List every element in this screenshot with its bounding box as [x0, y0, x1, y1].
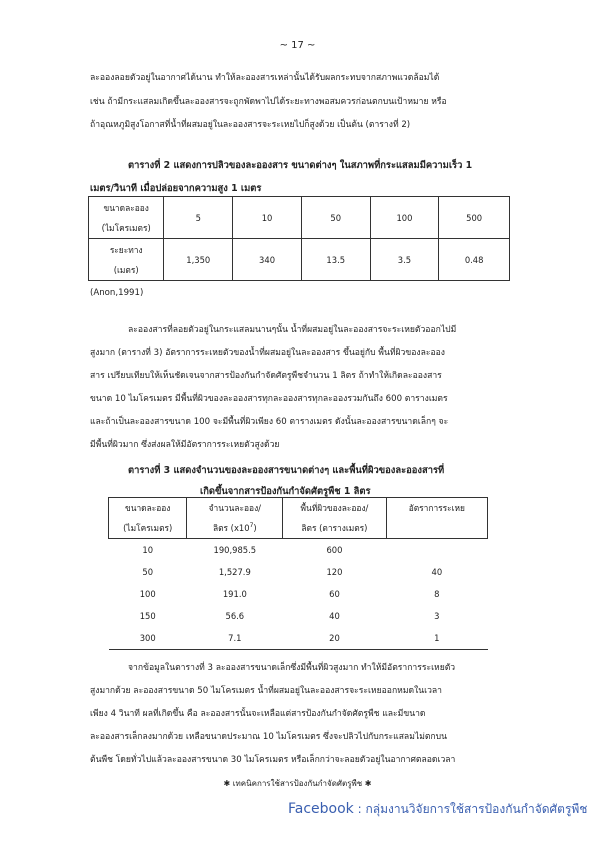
paragraph-line: สูงมาก (ตารางที่ 3) อัตราการระเหยตัวของน้ำที่ผสมอยู่ในละอองสาร ขึ้นอยู่กับ พื้นที่ผิวของละออง [90, 348, 445, 358]
table3-header: พื้นที่ผิวของละออง/ [283, 498, 386, 519]
table3-header: ขนาดละออง [109, 498, 187, 519]
table2-cell: 50 [301, 197, 370, 239]
table2-cell: 10 [233, 197, 302, 239]
table2-source: (Anon,1991) [90, 288, 144, 298]
table2-row-label: ระยะทาง (เมตร) [89, 239, 164, 281]
table3-cell: 3 [434, 611, 440, 621]
paragraph-line: เช่น ถ้ามีกระแสลมเกิดขึ้นละอองสารจะถูกพัดพาไปได้ระยะทางพอสมควรก่อนตกบนเป้าหมาย หรือ [90, 97, 447, 107]
table2-cell: 500 [439, 197, 510, 239]
table3-cell: 20 [283, 627, 386, 650]
table3-cell: 150 [139, 611, 156, 621]
paragraph-line: มีพื้นที่ผิวมาก ซึ่งส่งผลให้มีอัตราการระเหยตัวสูงด้วย [90, 440, 280, 450]
paragraph-line: ถ้าอุณหภูมิสูงโอกาสที่น้ำที่ผสมอยู่ในละอองสารจะระเหยไปก็สูงด้วย เป็นต้น (ตารางที่ 2) [90, 120, 411, 130]
page-number: ~ 17 ~ [279, 40, 316, 51]
facebook-title: Facebook [288, 801, 354, 817]
table3-header: อัตราการระเหย [386, 498, 487, 519]
table3-cell: 40 [431, 567, 443, 577]
table3-cell: 8 [434, 589, 440, 599]
paragraph-line: ละอองสารที่ลอยตัวอยู่ในกระแสลมนานๆนั้น น้ำที่ผสมอยู่ในละอองสารจะระเหยตัวออกไปมี [128, 325, 457, 335]
table3-cell: 7.1 [187, 627, 283, 650]
table2-cell: 100 [370, 197, 439, 239]
table2-cell: 0.48 [439, 239, 510, 281]
table3-cell: 300 [109, 627, 187, 650]
table2-cell: 340 [233, 239, 302, 281]
table3-cell: 50 [142, 567, 154, 577]
table-row [109, 583, 488, 605]
facebook-text: : กลุ่มงานวิจัยการใช้สารป้องกันกำจัดศัตรูพืช [353, 802, 588, 816]
table-row [109, 627, 488, 650]
paragraph-line: สาร เปรียบเทียบให้เห็นชัดเจนจากสารป้องกันกำจัดศัตรูพืชจำนวน 1 ลิตร ถ้าทำให้เกิดละอองสาร [90, 371, 442, 381]
table3-header-sub: (ไมโครเมตร) [109, 518, 187, 539]
paragraph-line: ต้นพืช โดยทั่วไปแล้วละอองสารขนาด 30 ไมโครเมตร หรือเล็กกว่าจะลอยตัวอยู่ในอากาศตลอดเวลา [90, 755, 456, 765]
table2-cell: 3.5 [370, 239, 439, 281]
paragraph-line: จากข้อมูลในตารางที่ 3 ละอองสารขนาดเล็กซึ่งมีพื้นที่ผิวสูงมาก ทำให้มีอัตราการระเหยตัว [128, 663, 456, 673]
table2-cell: 1,350 [164, 239, 233, 281]
table3-cell: 600 [326, 545, 343, 555]
table2-caption: ตารางที่ 2 แสดงการปลิวของละอองสาร ขนาดต่างๆ ในสภาพที่กระแสลมมีความเร็ว 1 [128, 160, 473, 171]
table3-header: จำนวนละออง/ [187, 498, 283, 519]
paragraph-line: ขนาด 10 ไมโครเมตร มีพื้นที่ผิวของละอองสารทุกละอองสารทุกละอองรวมกันถึง 600 ตารางเมตร [90, 394, 448, 404]
paragraph-line: เพียง 4 วินาที ผลที่เกิดขึ้น คือ ละอองสารนั้นจะเหลือแต่สารป้องกันกำจัดศัตรูพืช และมีขนาด [90, 709, 426, 719]
table3-cell [386, 539, 487, 562]
table2-row-label: ขนาดละออง (ไมโครเมตร) [89, 197, 164, 239]
table3-header-sub [386, 518, 487, 539]
table2 [88, 196, 510, 281]
table3-cell: 100 [139, 589, 156, 599]
table-row [109, 605, 488, 627]
table3-cell: 40 [329, 611, 340, 621]
table2-caption-cont: เมตร/วินาที เมื่อปล่อยจากความสูง 1 เมตร [90, 183, 262, 194]
table3-cell: 10 [142, 545, 154, 555]
table3-caption: ตารางที่ 3 แสดงจำนวนของละอองสารขนาดต่างๆ และพื้นที่ผิวของละอองสารที่ [128, 465, 445, 476]
facebook-credit [288, 800, 587, 819]
footer-note: ✱ เทคนิคการใช้สารป้องกันกำจัดศัตรูพืช ✱ [223, 779, 372, 788]
table3-cell: 191.0 [222, 589, 247, 599]
table3-cell: 1,527.9 [218, 567, 251, 577]
table3-cell: 190,985.5 [213, 545, 257, 555]
table2-cell: 5 [164, 197, 233, 239]
paragraph-line: สูงมากด้วย ละอองสารขนาด 50 ไมโครเมตร น้ำที่ผสมอยู่ในละอองสารจะระเหยออกหมดในเวลา [90, 686, 442, 696]
table3-caption-cont: เกิดขึ้นจากสารป้องกันกำจัดศัตรูพืช 1 ลิตร [200, 486, 371, 497]
table3 [108, 497, 488, 650]
paragraph-line: และถ้าเป็นละอองสารขนาด 100 จะมีพื้นที่ผิวเพียง 60 ตารางเมตร ดังนั้นละอองสารขนาดเล็กๆ จะ [90, 417, 449, 427]
table-row [109, 539, 488, 562]
table3-cell: 120 [326, 567, 343, 577]
paragraph-line: ละอองสารเล็กลงมากด้วย เหลือขนาดประมาณ 10 ไมโครเมตร ซึ่งจะปลิวไปกับกระแสลมไม่ตกบน [90, 732, 447, 742]
table3-header-sub: ลิตร (ตารางเมตร) [283, 518, 386, 539]
table2-cell: 13.5 [301, 239, 370, 281]
table3-header-sub: ลิตร $(x10^7)$ [187, 518, 283, 539]
table-row [109, 561, 488, 583]
paragraph-line: ละอองลอยตัวอยู่ในอากาศได้นาน ทำให้ละอองสารเหล่านั้นได้รับผลกระทบจากสภาพแวดล้อมได้ [90, 73, 440, 83]
table3-cell: 60 [329, 589, 340, 599]
table3-cell: 56.6 [225, 611, 245, 621]
table3-cell: 1 [386, 627, 487, 650]
